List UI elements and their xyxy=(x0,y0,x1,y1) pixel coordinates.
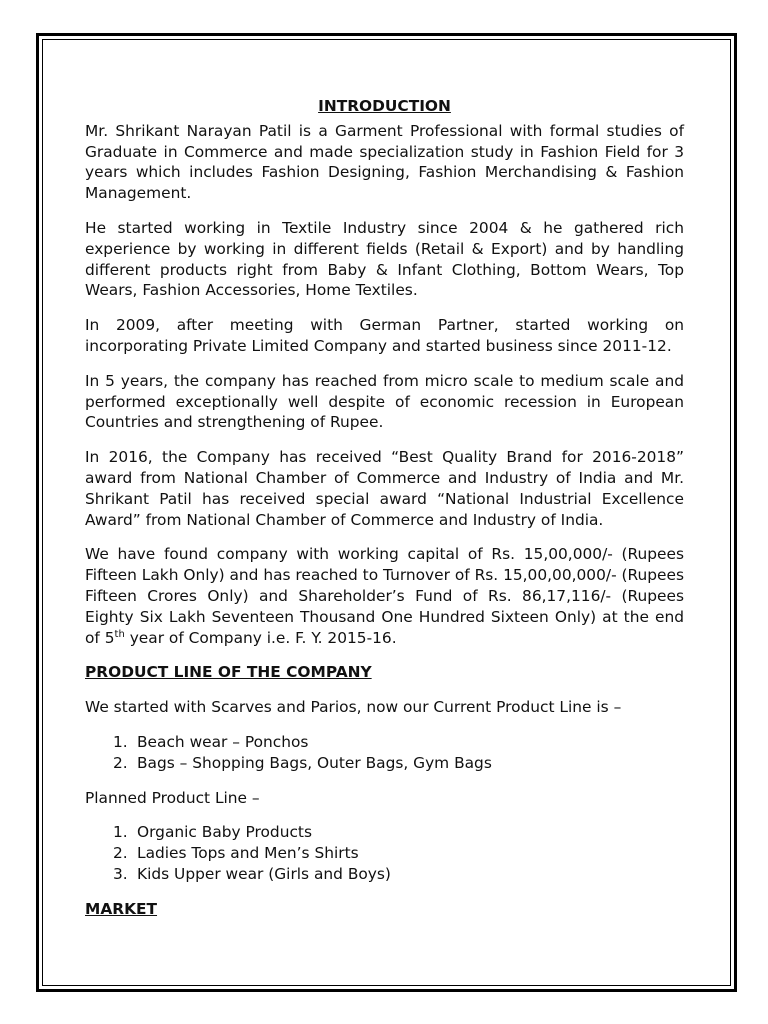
market-heading: MARKET xyxy=(85,899,158,918)
list-text: Kids Upper wear (Girls and Boys) xyxy=(137,864,391,883)
product-line-heading: PRODUCT LINE OF THE COMPANY xyxy=(85,663,372,682)
list-text: Beach wear – Ponchos xyxy=(137,732,309,751)
intro-p6-text-end: year of Company i.e. F. Y. 2015-16. xyxy=(124,628,397,647)
list-item xyxy=(113,753,684,774)
list-text: Bags – Shopping Bags, Outer Bags, Gym Bags xyxy=(137,753,492,772)
list-text: Ladies Tops and Men’s Shirts xyxy=(137,844,359,863)
list-item xyxy=(113,843,684,864)
intro-paragraph-6 xyxy=(85,544,684,648)
list-item xyxy=(113,822,684,843)
list-item xyxy=(113,864,684,885)
introduction-heading: INTRODUCTION xyxy=(318,97,451,115)
list-text: Organic Baby Products xyxy=(137,823,312,842)
list-number: 2. xyxy=(113,753,128,772)
intro-paragraph-5: In 2016, the Company has received “Best Quality Brand for 2016-2018” award from National Chamber of Commerce and Industry of India and Mr. Shrikant Patil has received special award “National Industrial Excellence Award” from National Chamber of Commerce and Industry of India. xyxy=(85,448,684,529)
list-number: 1. xyxy=(113,732,128,751)
intro-paragraph-3: In 2009, after meeting with German Partner, started working on incorporating Private Limited Company and started business since 2011-12. xyxy=(85,316,684,355)
list-number: 3. xyxy=(113,864,128,883)
planned-product-list xyxy=(113,822,684,884)
intro-paragraph-2: He started working in Textile Industry since 2004 & he gathered rich experience by working in different fields (Retail & Export) and by handling different products right from Baby & Infant Clothing, Bottom Wears, Top Wears, Fashion Accessories, Home Textiles. xyxy=(85,218,684,300)
ordinal-suffix: th xyxy=(114,628,125,640)
intro-paragraph-1: Mr. Shrikant Narayan Patil is a Garment Professional with formal studies of Graduate in Commerce and made specialization study in Fashion Field for 3 years which includes Fashion Designing, Fashion Merchandising & Fashion Management. xyxy=(85,121,684,203)
list-item xyxy=(113,732,684,753)
document-body xyxy=(85,96,684,934)
list-number: 2. xyxy=(113,844,128,863)
intro-paragraph-4: In 5 years, the company has reached from micro scale to medium scale and performed exceptionally well despite of economic recession in European Countries and strengthening of Rupee. xyxy=(85,371,684,432)
current-product-list xyxy=(113,732,684,774)
current-product-intro: We started with Scarves and Parios, now our Current Product Line is – xyxy=(85,698,622,717)
list-number: 1. xyxy=(113,823,128,842)
intro-p6-text: We have found company with working capital of Rs. 15,00,000/- (Rupees Fifteen Lakh Only) and has reached to Turnover of Rs. 15,00,00,000/- (Rupees Fifteen Crores Only) and Shareholder’s Fund of Rs. 86,17,116/- (Rupees Eighty Six Lakh Seventeen Thousand One Hundred Sixteen Only) at the end of 5 xyxy=(85,545,684,647)
planned-product-intro: Planned Product Line – xyxy=(85,788,260,807)
